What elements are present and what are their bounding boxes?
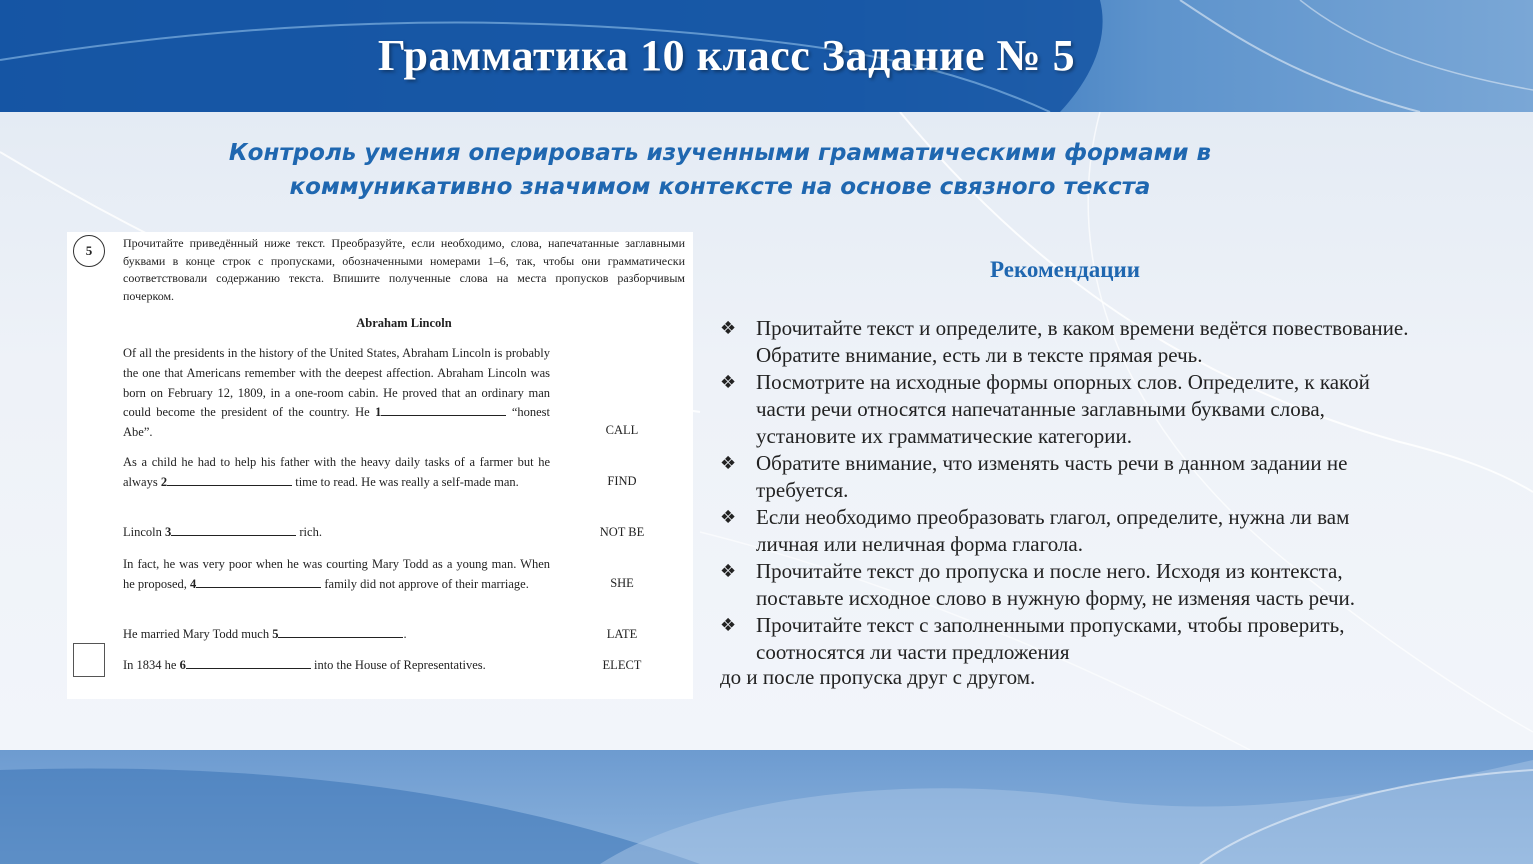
text-heading: Abraham Lincoln xyxy=(356,316,452,330)
gap-number-2: 2 xyxy=(160,474,168,489)
task-instruction: Прочитайте приведённый ниже текст. Преобразуйте, если необходимо, слова, напечатанные заглавными буквами в конце строк с пропусками, обозначенными номерами 1–6, так, чтобы они грамматически соответствовали содержанию текста. Впишите полученные слова на места пропусков разборчивым почерком. xyxy=(123,236,685,303)
diamond-bullet-icon: ❖ xyxy=(720,507,737,528)
recommendation-text: Прочитайте текст и определите, в каком времени ведётся повествование. Обратите внимание, есть ли в тексте прямая речь. xyxy=(756,316,1409,367)
text-item-4 xyxy=(123,555,550,595)
recommendation-item xyxy=(720,450,1410,504)
text-intro xyxy=(123,344,550,443)
text-item-6 xyxy=(123,656,550,676)
recommendations-title: Рекомендации xyxy=(990,257,1140,282)
recommendation-text: Посмотрите на исходные формы опорных слов. Определите, к какой части речи относятся напечатанные заглавными буквами слова, установите их грамматические категории. xyxy=(756,370,1370,448)
text-item-4-before: In fact, he was very poor when he was courting Mary Todd as a young man. When he proposed, xyxy=(123,557,550,591)
gap-number-1: 1 xyxy=(375,405,382,420)
keyword-4: SHE xyxy=(610,576,634,590)
recommendation-item xyxy=(720,504,1410,558)
diamond-bullet-icon: ❖ xyxy=(720,561,737,582)
subtitle-line-2: коммуникативно значимом контексте на основе связного текста xyxy=(289,174,1151,200)
gap-blank-4 xyxy=(196,576,321,588)
gap-blank-5 xyxy=(278,626,403,638)
text-item-2-after: time to read. He was really a self-made man. xyxy=(292,474,519,489)
text-item-1-after: “honest Abe”. xyxy=(123,405,550,440)
keyword-2: FIND xyxy=(607,474,637,488)
slide-title: Грамматика 10 класс Задание № 5 xyxy=(377,31,1076,80)
recommendation-tail: до и после пропуска друг с другом. xyxy=(720,665,1036,689)
task-number-badge: 5 xyxy=(73,235,105,267)
keyword-5: LATE xyxy=(606,627,638,641)
text-item-6-before: In 1834 he xyxy=(123,658,180,672)
task-card xyxy=(67,232,693,699)
gap-blank-3 xyxy=(171,524,296,536)
recommendation-text: Прочитайте текст с заполненными пропусками, чтобы проверить, соотносятся ли части предложения xyxy=(756,613,1345,664)
text-item-1-before: Abraham Lincoln was born on February 12, 1809, in a one-room cabin. He proved that an ordinary man could become the president of the country. He xyxy=(123,365,551,420)
diamond-bullet-icon: ❖ xyxy=(720,318,737,339)
recommendation-text: Обратите внимание, что изменять часть речи в данном задании не требуется. xyxy=(756,451,1348,502)
text-item-5-before: He married Mary Todd much xyxy=(123,627,273,641)
recommendation-item xyxy=(720,315,1410,369)
recommendation-item xyxy=(720,612,1410,666)
gap-number-4: 4 xyxy=(190,576,197,591)
subtitle-line-1: Контроль умения оперировать изученными грамматическими формами в xyxy=(228,140,1212,166)
text-item-5-after: . xyxy=(403,627,407,641)
text-item-2-before: As a child he had to help his father with the heavy daily tasks of a farmer but he always xyxy=(123,455,550,489)
diamond-bullet-icon: ❖ xyxy=(720,453,737,474)
gap-number-3: 3 xyxy=(165,525,172,539)
recommendation-text: Прочитайте текст до пропуска и после него. Исходя из контекста, поставьте исходное слово в нужную форму, не изменяя часть речи. xyxy=(756,559,1356,610)
text-item-5 xyxy=(123,625,550,645)
recommendation-text: Если необходимо преобразовать глагол, определите, нужна ли вам личная или неличная форма глагола. xyxy=(756,505,1350,556)
text-intro-sentence: Of all the presidents in the history of the United States, Abraham Lincoln is probably the one that Americans remember with the deepest affection. xyxy=(123,346,550,380)
recommendation-item xyxy=(720,558,1410,612)
gap-blank-2 xyxy=(167,474,292,486)
gap-number-6: 6 xyxy=(179,658,186,672)
recommendations-list xyxy=(720,315,1410,666)
keyword-3: NOT BE xyxy=(599,525,645,539)
gap-blank-6 xyxy=(186,657,311,669)
text-item-3-after: rich. xyxy=(296,525,322,539)
keyword-6: ELECT xyxy=(602,658,642,672)
text-item-6-after: into the House of Representatives. xyxy=(310,658,486,672)
text-item-4-after: family did not approve of their marriage. xyxy=(321,576,529,591)
diamond-bullet-icon: ❖ xyxy=(720,372,737,393)
keyword-1: CALL xyxy=(605,423,639,437)
text-item-2 xyxy=(123,453,550,493)
diamond-bullet-icon: ❖ xyxy=(720,615,737,636)
text-item-3-before: Lincoln xyxy=(123,525,166,539)
text-item-3 xyxy=(123,523,550,543)
answer-box xyxy=(73,643,105,677)
recommendation-item xyxy=(720,369,1410,450)
gap-number-5: 5 xyxy=(272,627,279,641)
slide-subtitle xyxy=(200,136,1240,204)
gap-blank-1 xyxy=(381,404,506,416)
